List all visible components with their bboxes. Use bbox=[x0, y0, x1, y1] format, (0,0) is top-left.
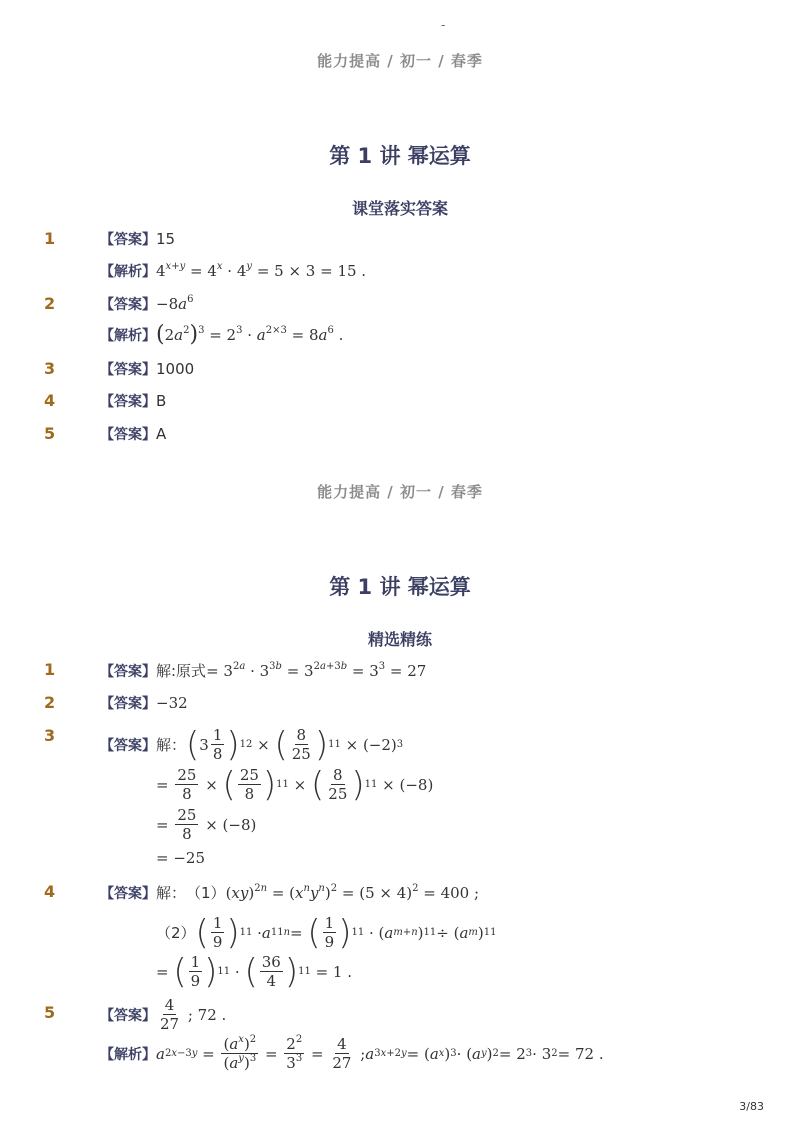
answer-prefix: 解:原式 bbox=[156, 662, 207, 680]
analysis-line bbox=[100, 322, 344, 347]
question-number: 2 bbox=[44, 294, 56, 313]
analysis-line bbox=[100, 1035, 604, 1072]
analysis-tag: 【解析】 bbox=[100, 264, 156, 280]
question-number: 1 bbox=[44, 660, 56, 679]
answer-tag: 【答案】 bbox=[100, 427, 156, 443]
answer-line bbox=[100, 229, 175, 249]
answer-line bbox=[100, 726, 403, 763]
analysis-formula: $(2a^2)^3 = 2^3 \cdot a^{2\times 3} = 8a^6$ . bbox=[156, 322, 344, 347]
answer-formula: $\frac{4}{27}$ ; 72 . bbox=[160, 996, 227, 1033]
analysis-line bbox=[100, 261, 366, 281]
part-label: （1） bbox=[186, 884, 226, 902]
step-formula: = −25 bbox=[156, 849, 205, 867]
question-number: 5 bbox=[44, 424, 56, 443]
answer-tag: 【答案】 bbox=[100, 737, 156, 754]
answer-line bbox=[100, 996, 226, 1033]
answer-prefix: 解： bbox=[156, 884, 187, 902]
question-number: 5 bbox=[44, 1003, 56, 1022]
question-number: 4 bbox=[44, 882, 56, 901]
section-subtitle: 课堂落实答案 bbox=[351, 199, 448, 218]
answer-tag: 【答案】 bbox=[100, 232, 156, 248]
answer-value: 15 bbox=[156, 230, 176, 248]
step-formula: $(xy)^{2n} = (x^ny^n)^2 = (5 \times 4)^2 = 400$ ; bbox=[225, 882, 480, 902]
step-formula: = $\frac{25}{8}$ × (−8) bbox=[156, 806, 257, 843]
step-formula: = $\frac{25}{8}$ × ( $\frac{25}{8}$ ) 11 × ( $\frac{8}{25}$ ) 11 × (−8) bbox=[156, 764, 434, 805]
answer-line bbox=[100, 391, 166, 411]
analysis-formula: a 2x−3y = $\frac{(a^x)^2}{(a^y)^3}$ = $\frac{2^2}{3^3}$ = $\frac{4}{27}$ ; a 3x+2y = ( a x ) 3 · ( a y ) 2 = 2 3 · 3 2 = 72 . bbox=[156, 1034, 604, 1072]
answer-line bbox=[100, 359, 194, 379]
step-formula: ( 3 $\frac{1}{8}$ ) 12 × ( $\frac{8}{25}$ ) 11 × (−2) 3 bbox=[186, 724, 404, 765]
analysis-tag: 【解析】 bbox=[100, 1046, 156, 1063]
answer-line bbox=[100, 693, 188, 713]
section-subtitle: 精选精练 bbox=[367, 630, 432, 649]
question-number: 3 bbox=[44, 726, 56, 745]
header-dash: - bbox=[441, 18, 446, 32]
running-header: 能力提高 / 初一 / 春季 bbox=[317, 483, 483, 501]
answer-line bbox=[156, 914, 496, 951]
answer-line bbox=[100, 882, 479, 903]
question-number: 2 bbox=[44, 693, 56, 712]
answer-tag: 【答案】 bbox=[100, 297, 156, 313]
analysis-formula: $4^{x+y} = 4^x \cdot 4^y = 5 \times 3 = 15$ . bbox=[156, 261, 367, 280]
answer-tag: 【答案】 bbox=[100, 1007, 156, 1024]
step-formula: = ( $\frac{1}{9}$ ) 11 · ( $\frac{36}{4}$ ) 11 = 1 . bbox=[156, 951, 353, 992]
answer-line bbox=[100, 294, 193, 314]
step-formula: ( $\frac{1}{9}$ ) 11 · a 11n = ( $\frac{1}{9}$ ) 11 · ( a m+n ) 11 ÷ ( a m ) 11 bbox=[195, 912, 497, 953]
answer-tag: 【答案】 bbox=[100, 885, 156, 902]
question-number: 3 bbox=[44, 359, 56, 378]
answer-value: B bbox=[156, 392, 167, 410]
answer-value: 1000 bbox=[156, 360, 195, 378]
question-number: 4 bbox=[44, 391, 56, 410]
answer-formula: $-8a^6$ bbox=[156, 294, 194, 313]
answer-formula: −32 bbox=[156, 694, 188, 712]
part-label: （2） bbox=[156, 924, 196, 942]
answer-tag: 【答案】 bbox=[100, 362, 156, 378]
answer-formula: = $3^{2a} \cdot 3^{3b} = 3^{2a+3b} = 3^3 = 27$ bbox=[206, 660, 427, 680]
question-number: 1 bbox=[44, 229, 56, 248]
answer-tag: 【答案】 bbox=[100, 394, 156, 410]
answer-line bbox=[100, 660, 426, 681]
answer-value: A bbox=[156, 425, 167, 443]
answer-tag: 【答案】 bbox=[100, 663, 156, 680]
lecture-title: 第 1 讲 幂运算 bbox=[329, 144, 471, 168]
running-header: 能力提高 / 初一 / 春季 bbox=[317, 52, 483, 70]
answer-tag: 【答案】 bbox=[100, 696, 156, 712]
analysis-tag: 【解析】 bbox=[100, 328, 156, 344]
answer-line bbox=[100, 424, 166, 444]
lecture-title: 第 1 讲 幂运算 bbox=[329, 575, 471, 599]
answer-prefix: 解： bbox=[156, 736, 187, 754]
page-number: 3/83 bbox=[739, 1100, 764, 1113]
